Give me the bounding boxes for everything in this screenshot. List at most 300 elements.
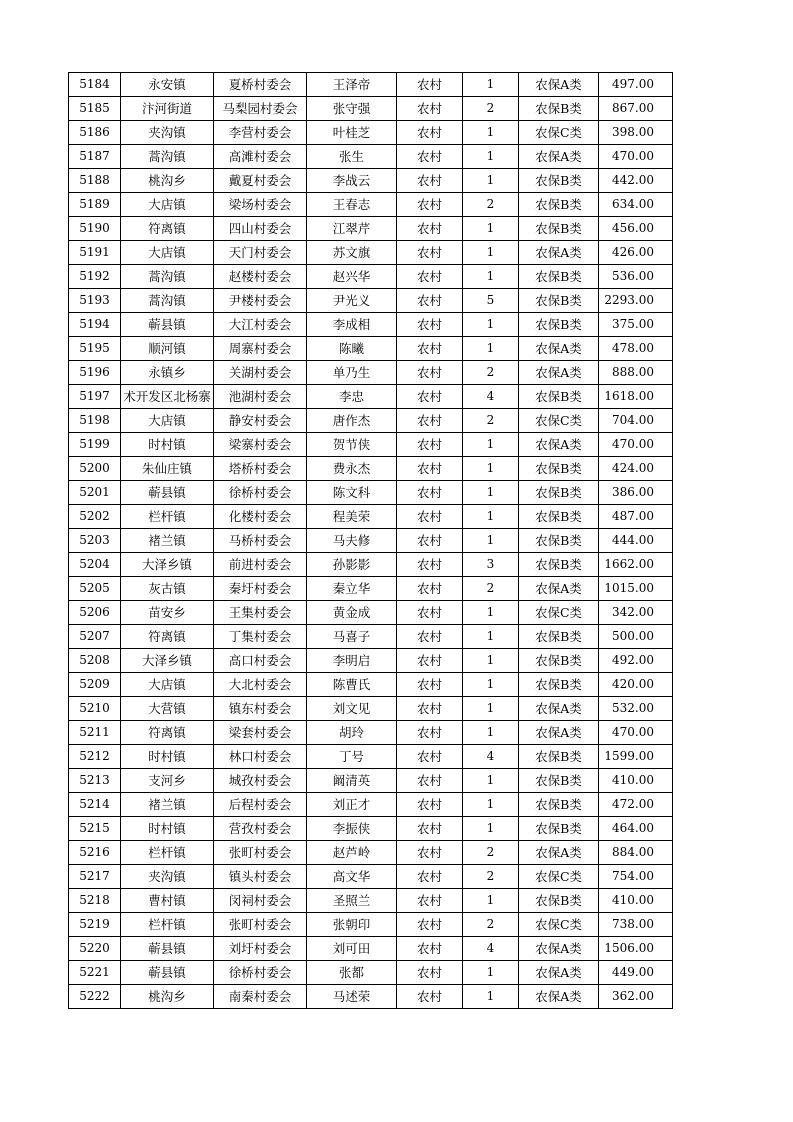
record-id-cell: 5215 (69, 817, 121, 841)
insurance-category-cell: 农保A类 (519, 337, 599, 361)
household-size-cell: 2 (463, 841, 519, 865)
household-type-cell: 农村 (397, 745, 463, 769)
household-size-cell: 1 (463, 433, 519, 457)
village-committee-cell: 关湖村委会 (214, 361, 307, 385)
table-row (69, 649, 673, 673)
township-cell: 栏杆镇 (121, 505, 214, 529)
household-type-cell: 农村 (397, 289, 463, 313)
household-type-cell: 农村 (397, 217, 463, 241)
village-committee-cell: 后程村委会 (214, 793, 307, 817)
household-size-cell: 5 (463, 289, 519, 313)
township-cell: 蕲县镇 (121, 961, 214, 985)
record-id-cell: 5213 (69, 769, 121, 793)
table-row (69, 385, 673, 409)
township-cell: 顺河镇 (121, 337, 214, 361)
township-cell: 桃沟乡 (121, 985, 214, 1009)
household-size-cell: 1 (463, 73, 519, 97)
name-cell: 马述荣 (307, 985, 397, 1009)
household-type-cell: 农村 (397, 481, 463, 505)
record-id-cell: 5200 (69, 457, 121, 481)
table-row (69, 289, 673, 313)
amount-cell: 888.00 (599, 361, 673, 385)
insurance-category-cell: 农保B类 (519, 817, 599, 841)
record-id-cell: 5214 (69, 793, 121, 817)
insurance-category-cell: 农保B类 (519, 673, 599, 697)
household-size-cell: 2 (463, 193, 519, 217)
township-cell: 栏杆镇 (121, 841, 214, 865)
table-row (69, 433, 673, 457)
village-committee-cell: 城孜村委会 (214, 769, 307, 793)
township-cell: 蕲县镇 (121, 481, 214, 505)
name-cell: 王春志 (307, 193, 397, 217)
household-size-cell: 1 (463, 265, 519, 289)
record-id-cell: 5219 (69, 913, 121, 937)
village-committee-cell: 李营村委会 (214, 121, 307, 145)
table-row (69, 745, 673, 769)
village-committee-cell: 夏桥村委会 (214, 73, 307, 97)
name-cell: 陈曹氏 (307, 673, 397, 697)
amount-cell: 738.00 (599, 913, 673, 937)
village-committee-cell: 镇东村委会 (214, 697, 307, 721)
village-committee-cell: 梁套村委会 (214, 721, 307, 745)
name-cell: 孙影影 (307, 553, 397, 577)
name-cell: 费永杰 (307, 457, 397, 481)
record-id-cell: 5218 (69, 889, 121, 913)
insurance-category-cell: 农保A类 (519, 841, 599, 865)
village-committee-cell: 天门村委会 (214, 241, 307, 265)
household-type-cell: 农村 (397, 601, 463, 625)
village-committee-cell: 尹楼村委会 (214, 289, 307, 313)
amount-cell: 1599.00 (599, 745, 673, 769)
township-cell: 桃沟乡 (121, 169, 214, 193)
name-cell: 张生 (307, 145, 397, 169)
village-committee-cell: 赵楼村委会 (214, 265, 307, 289)
insurance-category-cell: 农保C类 (519, 913, 599, 937)
record-id-cell: 5205 (69, 577, 121, 601)
name-cell: 张都 (307, 961, 397, 985)
amount-cell: 410.00 (599, 769, 673, 793)
amount-cell: 464.00 (599, 817, 673, 841)
household-type-cell: 农村 (397, 817, 463, 841)
amount-cell: 634.00 (599, 193, 673, 217)
name-cell: 李成相 (307, 313, 397, 337)
village-committee-cell: 刘圩村委会 (214, 937, 307, 961)
record-id-cell: 5207 (69, 625, 121, 649)
record-id-cell: 5188 (69, 169, 121, 193)
insurance-category-cell: 农保A类 (519, 145, 599, 169)
township-cell: 支河乡 (121, 769, 214, 793)
record-id-cell: 5206 (69, 601, 121, 625)
household-type-cell: 农村 (397, 889, 463, 913)
insurance-category-cell: 农保B类 (519, 289, 599, 313)
insurance-category-cell: 农保C类 (519, 865, 599, 889)
amount-cell: 442.00 (599, 169, 673, 193)
village-committee-cell: 林口村委会 (214, 745, 307, 769)
table-row (69, 913, 673, 937)
table-row (69, 265, 673, 289)
record-id-cell: 5194 (69, 313, 121, 337)
record-id-cell: 5184 (69, 73, 121, 97)
insurance-category-cell: 农保A类 (519, 697, 599, 721)
household-size-cell: 2 (463, 97, 519, 121)
township-cell: 符离镇 (121, 721, 214, 745)
insurance-category-cell: 农保B类 (519, 889, 599, 913)
insurance-category-cell: 农保B类 (519, 649, 599, 673)
household-size-cell: 1 (463, 169, 519, 193)
village-committee-cell: 大江村委会 (214, 313, 307, 337)
household-size-cell: 2 (463, 409, 519, 433)
household-size-cell: 1 (463, 121, 519, 145)
amount-cell: 420.00 (599, 673, 673, 697)
insurance-category-cell: 农保B类 (519, 385, 599, 409)
household-type-cell: 农村 (397, 961, 463, 985)
record-id-cell: 5203 (69, 529, 121, 553)
insurance-category-cell: 农保C类 (519, 409, 599, 433)
household-size-cell: 1 (463, 649, 519, 673)
household-type-cell: 农村 (397, 433, 463, 457)
table-row (69, 961, 673, 985)
household-type-cell: 农村 (397, 577, 463, 601)
household-size-cell: 1 (463, 217, 519, 241)
table-row (69, 409, 673, 433)
record-id-cell: 5208 (69, 649, 121, 673)
table-row (69, 505, 673, 529)
township-cell: 时村镇 (121, 817, 214, 841)
name-cell: 赵芦岭 (307, 841, 397, 865)
record-id-cell: 5199 (69, 433, 121, 457)
table-row (69, 193, 673, 217)
household-size-cell: 1 (463, 337, 519, 361)
household-size-cell: 1 (463, 985, 519, 1009)
table-row (69, 481, 673, 505)
township-cell: 蕲县镇 (121, 313, 214, 337)
table-row (69, 553, 673, 577)
household-size-cell: 2 (463, 361, 519, 385)
household-type-cell: 农村 (397, 673, 463, 697)
township-cell: 灰古镇 (121, 577, 214, 601)
household-type-cell: 农村 (397, 793, 463, 817)
record-id-cell: 5204 (69, 553, 121, 577)
record-id-cell: 5189 (69, 193, 121, 217)
household-size-cell: 4 (463, 385, 519, 409)
table-row (69, 769, 673, 793)
insurance-category-cell: 农保B类 (519, 745, 599, 769)
household-type-cell: 农村 (397, 913, 463, 937)
amount-cell: 444.00 (599, 529, 673, 553)
name-cell: 刘正才 (307, 793, 397, 817)
table-row (69, 73, 673, 97)
village-committee-cell: 化楼村委会 (214, 505, 307, 529)
amount-cell: 470.00 (599, 721, 673, 745)
insurance-category-cell: 农保B类 (519, 313, 599, 337)
table-row (69, 793, 673, 817)
township-cell: 朱仙庄镇 (121, 457, 214, 481)
household-type-cell: 农村 (397, 721, 463, 745)
household-type-cell: 农村 (397, 697, 463, 721)
household-type-cell: 农村 (397, 457, 463, 481)
record-id-cell: 5216 (69, 841, 121, 865)
name-cell: 陈曦 (307, 337, 397, 361)
insurance-category-cell: 农保B类 (519, 265, 599, 289)
table-row (69, 841, 673, 865)
household-size-cell: 2 (463, 913, 519, 937)
name-cell: 王泽帝 (307, 73, 397, 97)
household-size-cell: 1 (463, 145, 519, 169)
insurance-category-cell: 农保A类 (519, 361, 599, 385)
name-cell: 马喜子 (307, 625, 397, 649)
household-type-cell: 农村 (397, 145, 463, 169)
village-committee-cell: 大北村委会 (214, 673, 307, 697)
table-row (69, 169, 673, 193)
village-committee-cell: 营孜村委会 (214, 817, 307, 841)
township-cell: 夹沟镇 (121, 865, 214, 889)
household-type-cell: 农村 (397, 361, 463, 385)
township-cell: 术开发区北杨寨 (121, 385, 214, 409)
table-row (69, 865, 673, 889)
household-size-cell: 1 (463, 481, 519, 505)
amount-cell: 375.00 (599, 313, 673, 337)
village-committee-cell: 张町村委会 (214, 913, 307, 937)
insurance-category-cell: 农保A类 (519, 73, 599, 97)
township-cell: 符离镇 (121, 217, 214, 241)
table-row (69, 985, 673, 1009)
household-size-cell: 1 (463, 601, 519, 625)
village-committee-cell: 南秦村委会 (214, 985, 307, 1009)
name-cell: 尹光义 (307, 289, 397, 313)
name-cell: 李忠 (307, 385, 397, 409)
table-row (69, 337, 673, 361)
village-committee-cell: 王集村委会 (214, 601, 307, 625)
amount-cell: 497.00 (599, 73, 673, 97)
table-row (69, 673, 673, 697)
insurance-category-cell: 农保B类 (519, 769, 599, 793)
village-committee-cell: 徐桥村委会 (214, 481, 307, 505)
amount-cell: 487.00 (599, 505, 673, 529)
village-committee-cell: 丁集村委会 (214, 625, 307, 649)
township-cell: 褚兰镇 (121, 529, 214, 553)
household-size-cell: 1 (463, 457, 519, 481)
township-cell: 大店镇 (121, 409, 214, 433)
township-cell: 永镇乡 (121, 361, 214, 385)
record-id-cell: 5202 (69, 505, 121, 529)
table-row (69, 529, 673, 553)
record-id-cell: 5222 (69, 985, 121, 1009)
village-committee-cell: 秦圩村委会 (214, 577, 307, 601)
amount-cell: 470.00 (599, 433, 673, 457)
insurance-category-cell: 农保B类 (519, 481, 599, 505)
household-size-cell: 1 (463, 769, 519, 793)
township-cell: 符离镇 (121, 625, 214, 649)
record-id-cell: 5186 (69, 121, 121, 145)
insurance-category-cell: 农保B类 (519, 97, 599, 121)
township-cell: 曹村镇 (121, 889, 214, 913)
table-row (69, 217, 673, 241)
household-size-cell: 4 (463, 937, 519, 961)
name-cell: 陈文科 (307, 481, 397, 505)
table-row (69, 697, 673, 721)
relief-table (68, 72, 673, 1009)
name-cell: 阚清英 (307, 769, 397, 793)
township-cell: 夹沟镇 (121, 121, 214, 145)
household-type-cell: 农村 (397, 769, 463, 793)
village-committee-cell: 梁场村委会 (214, 193, 307, 217)
insurance-category-cell: 农保A类 (519, 961, 599, 985)
amount-cell: 386.00 (599, 481, 673, 505)
insurance-category-cell: 农保A类 (519, 985, 599, 1009)
table-row (69, 817, 673, 841)
township-cell: 大营镇 (121, 697, 214, 721)
amount-cell: 472.00 (599, 793, 673, 817)
village-committee-cell: 梁寨村委会 (214, 433, 307, 457)
name-cell: 张守强 (307, 97, 397, 121)
household-type-cell: 农村 (397, 169, 463, 193)
township-cell: 蒿沟镇 (121, 145, 214, 169)
township-cell: 栏杆镇 (121, 913, 214, 937)
name-cell: 单乃生 (307, 361, 397, 385)
amount-cell: 449.00 (599, 961, 673, 985)
insurance-category-cell: 农保A类 (519, 577, 599, 601)
insurance-category-cell: 农保B类 (519, 457, 599, 481)
record-id-cell: 5191 (69, 241, 121, 265)
household-type-cell: 农村 (397, 505, 463, 529)
township-cell: 蕲县镇 (121, 937, 214, 961)
table-body (69, 73, 673, 1009)
household-size-cell: 1 (463, 625, 519, 649)
household-size-cell: 1 (463, 817, 519, 841)
amount-cell: 754.00 (599, 865, 673, 889)
amount-cell: 884.00 (599, 841, 673, 865)
village-committee-cell: 高滩村委会 (214, 145, 307, 169)
insurance-category-cell: 农保B类 (519, 529, 599, 553)
township-cell: 永安镇 (121, 73, 214, 97)
name-cell: 秦立华 (307, 577, 397, 601)
name-cell: 李振侠 (307, 817, 397, 841)
township-cell: 苗安乡 (121, 601, 214, 625)
household-size-cell: 2 (463, 577, 519, 601)
record-id-cell: 5197 (69, 385, 121, 409)
insurance-category-cell: 农保C类 (519, 601, 599, 625)
household-size-cell: 1 (463, 313, 519, 337)
name-cell: 李明启 (307, 649, 397, 673)
village-committee-cell: 镇头村委会 (214, 865, 307, 889)
insurance-category-cell: 农保A类 (519, 241, 599, 265)
table-row (69, 889, 673, 913)
village-committee-cell: 徐桥村委会 (214, 961, 307, 985)
name-cell: 江翠芹 (307, 217, 397, 241)
record-id-cell: 5190 (69, 217, 121, 241)
village-committee-cell: 闵祠村委会 (214, 889, 307, 913)
name-cell: 程美荣 (307, 505, 397, 529)
household-size-cell: 1 (463, 241, 519, 265)
household-type-cell: 农村 (397, 937, 463, 961)
amount-cell: 500.00 (599, 625, 673, 649)
village-committee-cell: 高口村委会 (214, 649, 307, 673)
name-cell: 苏文旗 (307, 241, 397, 265)
record-id-cell: 5185 (69, 97, 121, 121)
name-cell: 圣照兰 (307, 889, 397, 913)
record-id-cell: 5193 (69, 289, 121, 313)
amount-cell: 398.00 (599, 121, 673, 145)
household-type-cell: 农村 (397, 241, 463, 265)
record-id-cell: 5192 (69, 265, 121, 289)
amount-cell: 426.00 (599, 241, 673, 265)
record-id-cell: 5217 (69, 865, 121, 889)
amount-cell: 424.00 (599, 457, 673, 481)
village-committee-cell: 静安村委会 (214, 409, 307, 433)
household-size-cell: 1 (463, 697, 519, 721)
household-type-cell: 农村 (397, 553, 463, 577)
amount-cell: 1618.00 (599, 385, 673, 409)
household-size-cell: 1 (463, 961, 519, 985)
table-row (69, 97, 673, 121)
household-size-cell: 1 (463, 529, 519, 553)
village-committee-cell: 四山村委会 (214, 217, 307, 241)
village-committee-cell: 周寨村委会 (214, 337, 307, 361)
household-size-cell: 2 (463, 865, 519, 889)
insurance-category-cell: 农保B类 (519, 217, 599, 241)
amount-cell: 456.00 (599, 217, 673, 241)
household-type-cell: 农村 (397, 985, 463, 1009)
amount-cell: 492.00 (599, 649, 673, 673)
village-committee-cell: 马桥村委会 (214, 529, 307, 553)
amount-cell: 470.00 (599, 145, 673, 169)
record-id-cell: 5211 (69, 721, 121, 745)
record-id-cell: 5196 (69, 361, 121, 385)
insurance-category-cell: 农保B类 (519, 553, 599, 577)
amount-cell: 867.00 (599, 97, 673, 121)
name-cell: 刘可田 (307, 937, 397, 961)
name-cell: 马夫修 (307, 529, 397, 553)
table-row (69, 625, 673, 649)
township-cell: 褚兰镇 (121, 793, 214, 817)
insurance-category-cell: 农保C类 (519, 121, 599, 145)
name-cell: 黄金成 (307, 601, 397, 625)
name-cell: 胡玲 (307, 721, 397, 745)
record-id-cell: 5187 (69, 145, 121, 169)
name-cell: 刘文见 (307, 697, 397, 721)
name-cell: 张朝印 (307, 913, 397, 937)
amount-cell: 536.00 (599, 265, 673, 289)
name-cell: 丁号 (307, 745, 397, 769)
household-size-cell: 3 (463, 553, 519, 577)
name-cell: 唐作杰 (307, 409, 397, 433)
amount-cell: 704.00 (599, 409, 673, 433)
amount-cell: 1506.00 (599, 937, 673, 961)
amount-cell: 478.00 (599, 337, 673, 361)
household-size-cell: 1 (463, 793, 519, 817)
village-committee-cell: 前进村委会 (214, 553, 307, 577)
household-type-cell: 农村 (397, 625, 463, 649)
table-row (69, 937, 673, 961)
table-row (69, 457, 673, 481)
household-type-cell: 农村 (397, 649, 463, 673)
household-type-cell: 农村 (397, 193, 463, 217)
amount-cell: 2293.00 (599, 289, 673, 313)
village-committee-cell: 池湖村委会 (214, 385, 307, 409)
township-cell: 时村镇 (121, 745, 214, 769)
insurance-category-cell: 农保B类 (519, 193, 599, 217)
insurance-category-cell: 农保A类 (519, 937, 599, 961)
name-cell: 叶桂芝 (307, 121, 397, 145)
table-row (69, 121, 673, 145)
household-size-cell: 1 (463, 721, 519, 745)
township-cell: 大店镇 (121, 193, 214, 217)
household-size-cell: 4 (463, 745, 519, 769)
amount-cell: 1015.00 (599, 577, 673, 601)
township-cell: 大店镇 (121, 673, 214, 697)
table-row (69, 361, 673, 385)
township-cell: 蒿沟镇 (121, 265, 214, 289)
